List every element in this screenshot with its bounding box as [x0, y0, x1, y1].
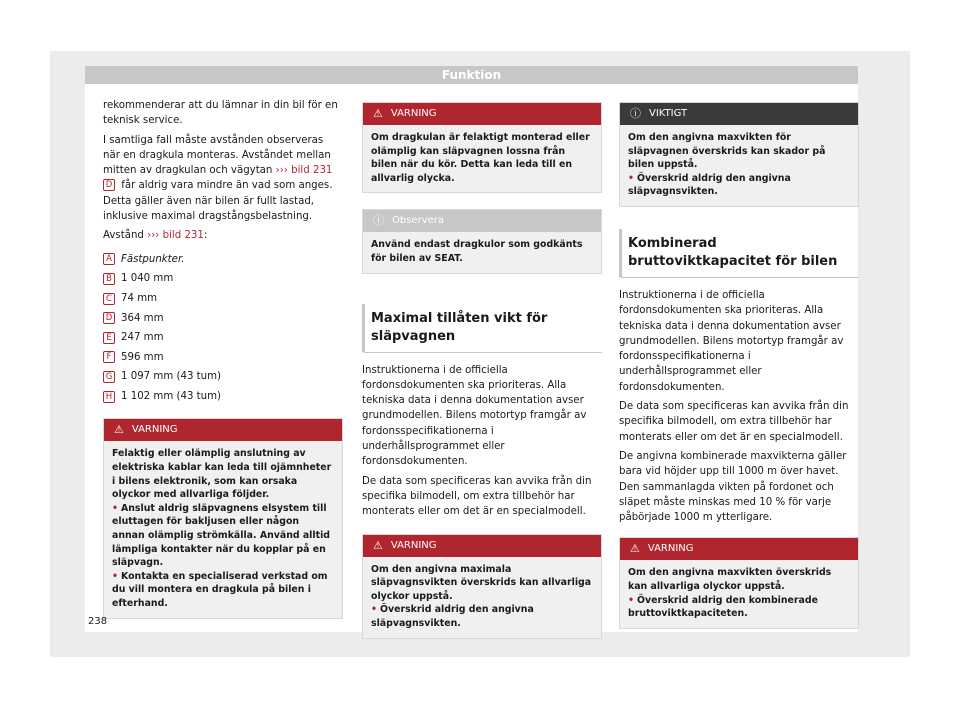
paragraph: De angivna kombinerade maxvikterna gäller bara vid höjder upp till 1000 m över havet. Den sammanlagda vikten på fordonet och släpet måste minskas med 10 % för varje påbörjade 1000 m ytterligare.: [619, 450, 847, 524]
bullet-item: [628, 172, 850, 199]
list-item: [103, 348, 343, 368]
bullet-text: Överskrid aldrig den angivna släpvagnsvikten.: [371, 604, 534, 629]
warning-header: [620, 538, 858, 560]
warning-title: VARNING: [647, 543, 694, 555]
warning-title: VARNING: [131, 424, 178, 436]
figure-link-label: bild 231: [162, 230, 204, 242]
warning-body: [620, 560, 858, 627]
page-number: 238: [88, 616, 108, 627]
distance-label: Avstånd: [103, 230, 144, 242]
marker-badge: E: [103, 332, 115, 344]
list-item: [103, 289, 343, 309]
paragraph: rekommenderar att du lämnar in din bil för en teknisk service.: [103, 100, 338, 127]
paragraph: [103, 133, 343, 225]
list-item-text: 1 097 mm (43 tum): [121, 371, 222, 383]
bullet-item: [371, 603, 593, 630]
list-item-text: 1 102 mm (43 tum): [121, 390, 222, 402]
marker-badge: D: [103, 179, 115, 191]
section-title: Maximal tillåten vikt för släpvagnen: [362, 304, 602, 353]
warning-body: [363, 557, 601, 638]
distance-heading: [103, 228, 343, 243]
list-item: [103, 367, 343, 387]
important-box: [619, 102, 859, 207]
paragraph: De data som specificeras kan avvika från din specifika bilmodell, om extra tillbehör har monterats eller om det är en specialmodell.: [362, 475, 592, 518]
marker-badge: G: [103, 371, 115, 383]
bullet-icon: •: [371, 604, 377, 616]
note-header: [363, 210, 601, 232]
info-note-icon: ⓘ: [373, 214, 384, 228]
warning-text: Felaktig eller olämplig anslutning av elektriska kablar kan leda till ojämnheter i bilens elektronik, som kan orsaka olyckor med allvarliga följder.: [112, 448, 332, 501]
list-item-text: Fästpunkter.: [121, 253, 185, 265]
bullet-item: [112, 502, 334, 570]
page-header: Funktion: [85, 66, 858, 84]
arrow-icon: ›››: [147, 230, 160, 242]
bullet-text: Överskrid aldrig den kombinerade bruttoviktkapaciteten.: [628, 594, 818, 620]
bullet-icon: •: [628, 594, 634, 606]
warning-title: VARNING: [390, 539, 437, 551]
warning-header: [363, 535, 601, 557]
paragraph-text: I samtliga fall måste avstånden observeras när en dragkula monteras. Avståndet mellan mitten av dragkulan och vägytan: [103, 134, 331, 177]
bullet-text: Överskrid aldrig den angivna släpvagnsvikten.: [628, 172, 791, 198]
marker-badge: A: [103, 253, 115, 265]
warning-header: [363, 103, 601, 125]
important-body: [620, 125, 858, 206]
list-item: [103, 269, 343, 289]
warning-header: [104, 419, 342, 441]
marker-badge: B: [103, 273, 115, 285]
important-header: [620, 103, 858, 125]
list-item: [103, 250, 343, 270]
exclamation-icon: ⓘ: [630, 107, 641, 120]
note-text: Använd endast dragkulor som godkänts för bilen av SEAT.: [363, 232, 601, 272]
list-item-text: 247 mm: [121, 332, 164, 344]
list-item: [103, 387, 343, 407]
list-item-text: 596 mm: [121, 351, 164, 363]
paragraph: Instruktionerna i de officiella fordonsdokumenten ska prioriteras. Alla tekniska data i denna dokumentation avser grundmodellen. Bilens motortyp framgår av fordonsspecifikationerna i underhållsprogrammet eller fordonsdokumenten.: [619, 289, 844, 393]
warning-text: Om dragkulan är felaktigt monterad eller olämplig kan släpvagnen lossna från bilen när du kör. Detta kan leda till en allvarlig olycka.: [363, 125, 601, 192]
list-item-text: 364 mm: [121, 312, 164, 324]
column-3: [619, 102, 859, 645]
marker-badge: D: [103, 312, 115, 324]
figure-link[interactable]: [147, 230, 204, 241]
arrow-icon: ›››: [275, 165, 288, 177]
column-2: [362, 102, 602, 655]
important-text: Om den angivna maxvikten för släpvagnen överskrids kan skador på bilen uppstå.: [628, 132, 826, 171]
bullet-icon: •: [628, 172, 634, 184]
paragraph-text: får aldrig vara mindre än vad som anges. Detta gäller även när bilen är fullt lastad, inklusive maximal dragstångsbelastning.: [103, 180, 333, 223]
warning-triangle-icon: ⚠: [630, 542, 640, 556]
bullet-item: [628, 594, 850, 621]
column-1: [103, 98, 343, 635]
warning-box: [362, 102, 602, 193]
warning-box: [103, 418, 343, 618]
warning-title: VARNING: [390, 108, 437, 119]
marker-badge: F: [103, 351, 115, 363]
list-item: [103, 328, 343, 348]
note-box: [362, 209, 602, 273]
note-title: Observera: [392, 215, 445, 227]
marker-badge: H: [103, 391, 115, 403]
bullet-text: Kontakta en specialiserad verkstad om du vill montera en dragkula på bilen i efterhand.: [112, 570, 328, 609]
bullet-text: Anslut aldrig släpvagnens elsystem till eluttagen för bakljusen eller någon annan olämplig strömkälla. Använd alltid lämpliga kontakter när du kopplar på en släpvagn.: [112, 502, 331, 569]
paragraph: Instruktionerna i de officiella fordonsdokumenten ska prioriteras. Alla tekniska data i denna dokumentation avser grundmodellen. Bilens motortyp framgår av fordonsspecifikationerna i underhållsprogrammet eller fordonsdokumenten.: [362, 364, 587, 468]
list-item-text: 74 mm: [121, 293, 158, 304]
warning-text: Om den angivna maxvikten överskrids kan allvarliga olyckor uppstå.: [628, 567, 832, 593]
warning-box: [362, 534, 602, 639]
important-title: VIKTIGT: [649, 108, 688, 119]
warning-text: Om den angivna maximala släpvagnsvikten överskrids kan allvarliga olyckor uppstå.: [371, 563, 592, 602]
colon: :: [203, 230, 208, 242]
marker-badge: C: [103, 293, 115, 305]
warning-triangle-icon: ⚠: [114, 423, 124, 437]
warning-body: [104, 441, 342, 617]
warning-box: [619, 537, 859, 628]
section-title: Kombinerad bruttoviktkapacitet för bilen: [619, 229, 859, 278]
figure-link[interactable]: [276, 165, 333, 176]
bullet-item: [112, 570, 334, 611]
bullet-icon: •: [112, 570, 118, 582]
figure-link-label: bild 231: [291, 165, 333, 177]
warning-triangle-icon: ⚠: [373, 538, 383, 552]
distance-list: [103, 250, 343, 407]
list-item-text: 1 040 mm: [121, 273, 174, 285]
paragraph: De data som specificeras kan avvika från din specifika bilmodell, om extra tillbehör har monterats eller om det är en specialmodell.: [619, 401, 849, 443]
list-item: [103, 308, 343, 328]
bullet-icon: •: [112, 502, 118, 514]
warning-triangle-icon: ⚠: [373, 107, 383, 120]
